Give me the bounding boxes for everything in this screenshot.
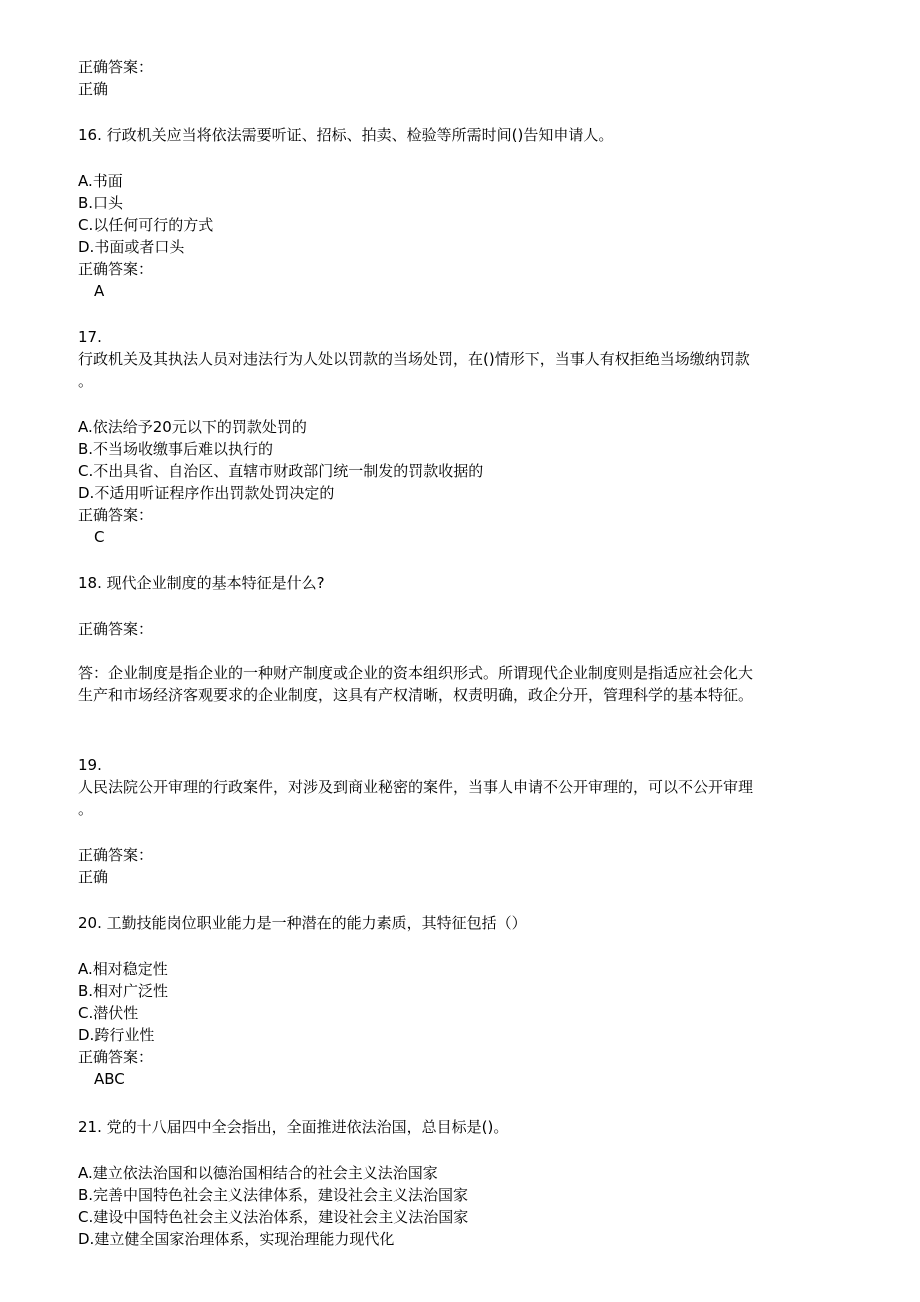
question-16-stem: 16. 行政机关应当将依法需要听证、招标、拍卖、检验等所需时间()告知申请人。 [78,126,614,144]
question-19-stem-line2: 。 [78,800,94,818]
q20-answer: ABC [94,1070,125,1088]
q16-option-b: B.口头 [78,194,124,212]
question-19-stem-line1: 人民法院公开审理的行政案件，对涉及到商业秘密的案件，当事人申请不公开审理的，可以不公开审理 [78,778,754,796]
q21-option-b: B.完善中国特色社会主义法律体系，建设社会主义法治国家 [78,1186,469,1204]
q16-option-d: D.书面或者口头 [78,238,185,256]
q20-option-d: D.跨行业性 [78,1026,155,1044]
q21-option-c: C.建设中国特色社会主义法治体系，建设社会主义法治国家 [78,1208,469,1226]
q16-option-c: C.以任何可行的方式 [78,216,214,234]
answer-label: 正确答案： [78,620,154,638]
question-20-stem: 20. 工勤技能岗位职业能力是一种潜在的能力素质，其特征包括（） [78,914,527,932]
answer-label: 正确答案： [78,506,154,524]
q20-option-b: B.相对广泛性 [78,982,169,1000]
answer-value: 正确 [78,80,109,98]
answer-label: 正确答案： [78,260,154,278]
answer-label: 正确答案： [78,58,154,76]
q20-option-a: A.相对稳定性 [78,960,168,978]
q17-option-d: D.不适用听证程序作出罚款处罚决定的 [78,484,335,502]
question-17-number: 17. [78,328,102,346]
answer-label: 正确答案： [78,846,154,864]
question-17-stem-line2: 。 [78,372,94,390]
question-18-stem: 18. 现代企业制度的基本特征是什么? [78,574,325,592]
answer-label: 正确答案： [78,1048,154,1066]
q18-answer-line1: 答：企业制度是指企业的一种财产制度或企业的资本组织形式。所谓现代企业制度则是指适应社会化大 [78,664,754,682]
question-21-stem: 21. 党的十八届四中全会指出，全面推进依法治国，总目标是()。 [78,1118,509,1136]
q17-option-b: B.不当场收缴事后难以执行的 [78,440,274,458]
q16-option-a: A.书面 [78,172,123,190]
q19-answer: 正确 [78,868,109,886]
q20-option-c: C.潜伏性 [78,1004,139,1022]
q17-answer: C [94,528,105,546]
q18-answer-line2: 生产和市场经济客观要求的企业制度，这具有产权清晰，权责明确，政企分开，管理科学的基本特征。 [78,686,754,704]
q17-option-c: C.不出具省、自治区、直辖市财政部门统一制发的罚款收据的 [78,462,484,480]
q16-answer: A [94,282,105,300]
q21-option-a: A.建立依法治国和以德治国相结合的社会主义法治国家 [78,1164,438,1182]
q21-option-d: D.建立健全国家治理体系，实现治理能力现代化 [78,1230,395,1248]
q17-option-a: A.依法给予20元以下的罚款处罚的 [78,418,307,436]
question-17-stem-line1: 行政机关及其执法人员对违法行为人处以罚款的当场处罚，在()情形下，当事人有权拒绝当场缴纳罚款 [78,350,750,368]
question-19-number: 19. [78,756,102,774]
